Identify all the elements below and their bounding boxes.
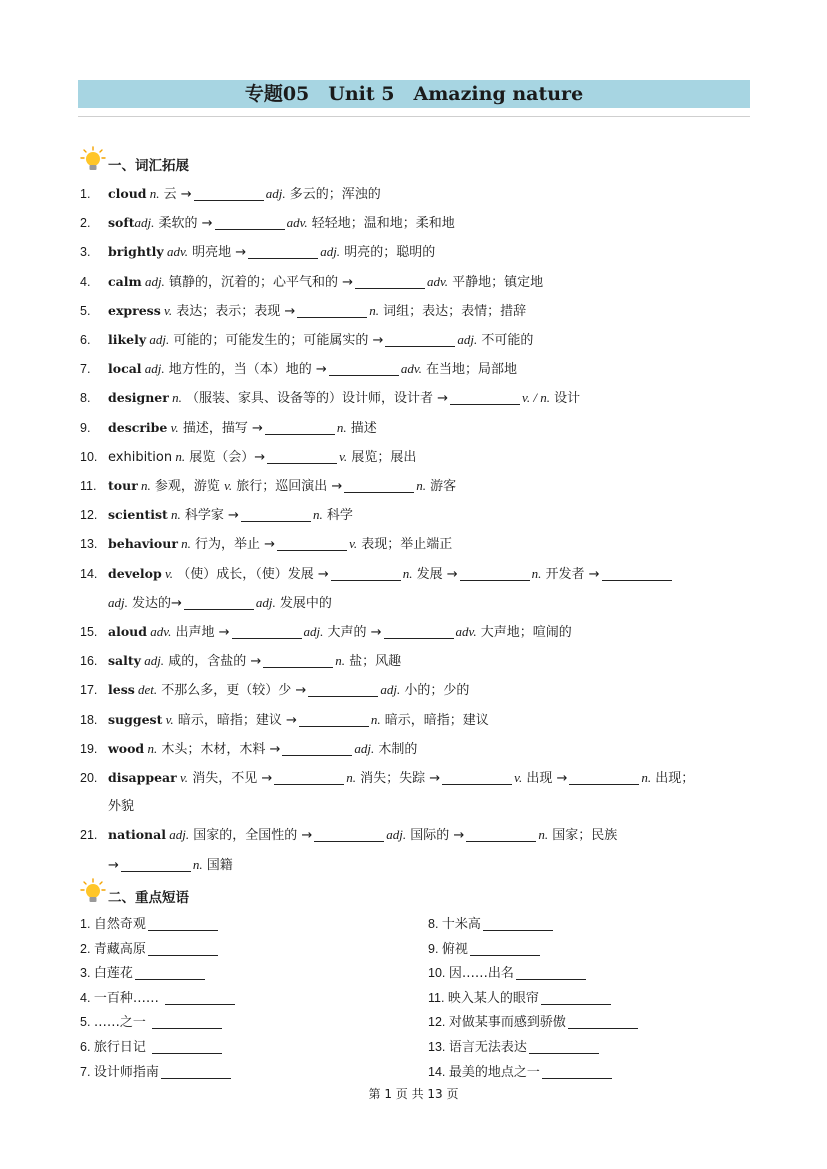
answer-blank[interactable] (135, 965, 205, 980)
phrase-text: 一百种…… (93, 990, 164, 1006)
phrase-item (428, 912, 640, 937)
phrase-number: 3. (80, 966, 94, 981)
part-of-speech: v. / n. (522, 390, 550, 406)
vocab-number: 18. (80, 712, 98, 727)
phrase-text: 自然奇观 (93, 917, 146, 932)
phrase-text: 对做某事而感到骄傲 (448, 1015, 566, 1031)
definition: 发展中的 (275, 595, 332, 611)
vocab-number: 17. (80, 683, 98, 698)
part-of-speech: n. (346, 770, 356, 786)
definition: 展览（会）→ (185, 449, 266, 465)
part-of-speech: n. (402, 565, 413, 581)
vocab-text (108, 560, 752, 618)
part-of-speech: v. (162, 711, 174, 727)
answer-blank[interactable] (152, 1014, 222, 1029)
part-of-speech: n. (531, 565, 542, 581)
answer-blank[interactable] (277, 536, 347, 551)
definition: 展览；展出 (347, 449, 417, 465)
answer-blank[interactable] (184, 595, 254, 610)
definition: 科学 (322, 508, 353, 524)
part-of-speech: v. (167, 419, 179, 435)
phrase-number: 1. (80, 917, 94, 931)
answer-blank[interactable] (232, 624, 302, 639)
definition: exhibition (108, 449, 173, 465)
headword: tour (108, 478, 138, 494)
answer-blank[interactable] (384, 624, 454, 639)
phrase-number: 2. (80, 941, 94, 956)
vocab-item (80, 560, 752, 618)
vocab-item (80, 384, 752, 413)
phrase-number: 5. (80, 1015, 94, 1030)
phrase-number: 4. (80, 990, 94, 1005)
vocab-number: 6. (80, 333, 91, 348)
vocab-number: 8. (80, 391, 91, 406)
vocab-item (80, 297, 752, 326)
part-of-speech: n. (641, 770, 652, 786)
vocab-list (80, 180, 752, 880)
vocab-number: 3. (80, 245, 91, 260)
definition: 明亮地 → (188, 245, 247, 261)
headword: scientist (108, 507, 168, 523)
answer-blank[interactable] (466, 827, 536, 842)
phrase-item (428, 1060, 640, 1085)
phrase-item (80, 986, 237, 1011)
answer-blank[interactable] (282, 741, 352, 756)
part-of-speech: n. (192, 856, 203, 872)
answer-blank[interactable] (529, 1039, 599, 1054)
definition: 出现 → (522, 771, 568, 787)
answer-blank[interactable] (344, 478, 414, 493)
definition: 国家；民族 (548, 828, 618, 844)
definition: 旅行；巡回演出 → (232, 479, 343, 495)
phrase-text: 青藏高原 (93, 941, 146, 957)
answer-blank[interactable] (450, 390, 520, 405)
phrase-item (428, 1035, 640, 1060)
definition: 出声地 → (171, 625, 230, 641)
vocab-number: 15. (80, 625, 98, 640)
part-of-speech: adv. (400, 361, 422, 377)
part-of-speech: adj. (140, 653, 165, 669)
headword: likely (108, 332, 147, 348)
definition: 地方性的，当（本）地的 → (164, 362, 327, 378)
vocab-number: 19. (80, 741, 98, 756)
section-phrases-heading (80, 878, 189, 906)
part-of-speech: adj. (303, 624, 324, 640)
part-of-speech: n. (144, 740, 158, 756)
phrase-number: 9. (428, 941, 442, 956)
part-of-speech: v. (224, 478, 233, 494)
vocab-number: 7. (80, 362, 91, 377)
phrase-text: 俯视 (441, 941, 468, 957)
vocab-item (80, 268, 752, 297)
definition: 大声的 → (323, 625, 382, 641)
definition: 描述，描写 → (178, 420, 263, 436)
part-of-speech: adv. (455, 624, 477, 640)
vocab-number: 2. (80, 216, 91, 231)
answer-blank[interactable] (602, 566, 672, 581)
headword: describe (108, 419, 168, 435)
answer-blank[interactable] (569, 770, 639, 785)
definition: 暗示，暗指；建议 (380, 712, 489, 728)
answer-blank[interactable] (265, 420, 335, 435)
vocab-text (108, 501, 752, 530)
vocab-item (80, 676, 752, 705)
part-of-speech: n. (312, 507, 323, 523)
definition: 参观，游览 (150, 479, 225, 495)
part-of-speech: det. (134, 682, 158, 698)
vocab-text (108, 268, 752, 297)
vocab-number: 13. (80, 537, 98, 552)
answer-blank[interactable] (274, 770, 344, 785)
vocab-item (80, 530, 752, 559)
headword: cloud (108, 186, 147, 201)
definition: 发达的→ (127, 595, 182, 611)
headword: less (108, 682, 135, 698)
phrase-number: 6. (80, 1039, 94, 1054)
part-of-speech: n. (137, 478, 151, 494)
answer-blank[interactable] (542, 1064, 612, 1079)
definition: 开发者 → (541, 566, 600, 582)
part-of-speech: adj. (134, 215, 155, 231)
definition: 消失，不见 → (188, 771, 273, 787)
phrase-number: 14. (428, 1064, 449, 1079)
definition: （使）成长，（使）发展 → (173, 566, 329, 582)
phrase-number: 11. (428, 990, 448, 1005)
vocab-number: 10. (80, 449, 98, 464)
vocab-number: 21. (80, 828, 98, 843)
definition: （服装、家具、设备等的）设计师，设计者 → (181, 391, 449, 407)
lightbulb-icon (80, 878, 106, 906)
definition: 木制的 (374, 741, 418, 757)
definition: 小的；少的 (400, 683, 470, 699)
title-divider (78, 116, 750, 117)
vocab-text (108, 209, 752, 238)
vocab-text (108, 764, 752, 821)
phrase-list-left (80, 912, 237, 1084)
vocab-number: 9. (80, 420, 91, 435)
definition: 外貌 (108, 799, 135, 815)
vocab-text (108, 735, 752, 764)
headword: designer (108, 390, 169, 406)
part-of-speech: adj. (457, 332, 478, 348)
answer-blank[interactable] (329, 361, 399, 376)
part-of-speech: v. (514, 770, 523, 786)
definition: 不可能的 (477, 333, 534, 349)
phrase-number: 12. (428, 1015, 449, 1030)
section-vocab-heading (80, 146, 189, 174)
vocab-item (80, 326, 752, 355)
vocab-text (108, 676, 752, 705)
vocab-item (80, 209, 752, 238)
answer-blank[interactable] (241, 507, 311, 522)
phrase-text: 十米高 (441, 917, 481, 932)
part-of-speech: adj. (141, 361, 165, 377)
vocab-item (80, 472, 752, 501)
definition: 轻轻地；温和地；柔和地 (307, 216, 455, 232)
answer-blank[interactable] (470, 941, 540, 956)
headword: aloud (108, 624, 148, 640)
answer-blank[interactable] (385, 332, 455, 347)
answer-blank[interactable] (161, 1064, 231, 1079)
definition: 行为，举止 → (190, 537, 276, 553)
vocab-text (108, 326, 752, 355)
vocab-text (108, 443, 752, 472)
headword: disappear (108, 770, 177, 786)
part-of-speech: adj. (320, 244, 341, 260)
part-of-speech: n. (168, 390, 182, 406)
headword: calm (108, 273, 142, 289)
part-of-speech: adv. (426, 273, 449, 289)
part-of-speech: v. (160, 302, 173, 318)
definition: 镇静的，沉着的；心平气和的 → (164, 274, 353, 290)
part-of-speech: adj. (165, 827, 190, 843)
phrase-text: 旅行日记 (93, 1039, 151, 1055)
definition: 咸的，含盐的 → (164, 654, 262, 670)
headword: salty (108, 653, 141, 669)
vocab-text (108, 297, 752, 326)
part-of-speech: adj. (141, 273, 165, 289)
part-of-speech: adj. (386, 827, 407, 843)
phrase-list-right (428, 912, 640, 1084)
answer-blank[interactable] (152, 1039, 222, 1054)
answer-blank[interactable] (121, 857, 191, 872)
vocab-item (80, 501, 752, 530)
part-of-speech: adj. (108, 594, 128, 610)
vocab-number: 20. (80, 771, 98, 786)
vocab-number: 12. (80, 508, 98, 523)
phrase-item (80, 1060, 237, 1085)
definition: 描述 (346, 420, 377, 436)
vocab-number: 11. (80, 479, 97, 494)
phrase-item (80, 912, 237, 937)
vocab-text (108, 238, 752, 267)
part-of-speech: n. (370, 711, 381, 727)
answer-blank[interactable] (215, 215, 285, 230)
definition: 盐；风趣 (344, 654, 402, 670)
vocab-number: 5. (80, 303, 91, 318)
vocab-text (108, 618, 752, 647)
phrase-item (428, 986, 640, 1011)
definition: 发展 → (412, 566, 458, 582)
part-of-speech: v. (161, 565, 174, 581)
definition: 不那么多，更（较）少 → (157, 683, 307, 699)
definition: 表现；举止端正 (357, 537, 453, 553)
definition: 国籍 (202, 857, 233, 873)
part-of-speech: v. (339, 448, 348, 464)
phrase-number: 13. (428, 1039, 449, 1054)
page-title: 专题05 Unit 5 Amazing nature (78, 80, 750, 108)
vocab-item (80, 355, 752, 384)
vocab-item (80, 414, 752, 443)
vocab-text (108, 821, 752, 879)
answer-blank[interactable] (263, 653, 333, 668)
part-of-speech: adj. (265, 186, 286, 201)
definition: 柔软的 → (154, 216, 213, 232)
phrase-item (80, 1035, 237, 1060)
phrase-number: 10. (428, 966, 449, 981)
phrase-item (428, 961, 640, 986)
part-of-speech: adj. (380, 682, 401, 698)
answer-blank[interactable] (516, 965, 586, 980)
answer-blank[interactable] (541, 990, 611, 1005)
definition: 明亮的；聪明的 (340, 245, 436, 261)
phrase-text: 最美的地点之一 (448, 1064, 540, 1080)
phrase-text: ……之一 (93, 1015, 151, 1031)
part-of-speech: adv. (163, 244, 189, 260)
vocab-text (108, 355, 752, 384)
section-title: 一、词汇拓展 (108, 158, 189, 174)
phrase-text: 因……出名 (448, 966, 514, 982)
part-of-speech: n. (167, 507, 181, 523)
answer-blank[interactable] (248, 244, 318, 259)
answer-blank[interactable] (165, 990, 235, 1005)
answer-blank[interactable] (297, 303, 367, 318)
definition: 大声地；喧闹的 (476, 625, 572, 641)
phrase-number: 7. (80, 1064, 94, 1079)
part-of-speech: adj. (146, 332, 170, 348)
definition: 设计 (549, 391, 581, 407)
phrase-text: 映入某人的眼帘 (447, 990, 539, 1006)
phrase-text: 语言无法表达 (448, 1039, 527, 1055)
part-of-speech: n. (146, 186, 160, 201)
vocab-item (80, 764, 752, 821)
phrase-text: 白莲花 (93, 966, 133, 982)
definition: 词组；表达；表情；措辞 (379, 303, 527, 319)
headword: local (108, 361, 142, 377)
vocab-text (108, 472, 752, 501)
definition: 表达；表示；表现 → (172, 303, 296, 319)
vocab-text (108, 414, 752, 443)
definition: 消失；失踪 → (355, 771, 441, 787)
headword: brightly (108, 244, 164, 260)
answer-blank[interactable] (568, 1014, 638, 1029)
part-of-speech: v. (349, 536, 358, 552)
headword: suggest (108, 711, 163, 727)
phrase-item (428, 937, 640, 962)
section-title: 二、重点短语 (108, 890, 189, 906)
vocab-item (80, 821, 752, 879)
vocab-number: 1. (80, 187, 91, 201)
vocab-number: 16. (80, 654, 98, 669)
vocab-number: 14. (80, 566, 98, 581)
headword: behaviour (108, 536, 178, 552)
phrase-item (428, 1010, 640, 1035)
answer-blank[interactable] (442, 770, 512, 785)
vocab-item (80, 706, 752, 735)
answer-blank[interactable] (331, 566, 401, 581)
definition: 云 → (159, 187, 192, 202)
headword: soft (108, 215, 135, 231)
headword: express (108, 302, 161, 318)
answer-blank[interactable] (314, 827, 384, 842)
definition: 木头；木材，木料 → (157, 741, 281, 757)
phrase-item (80, 961, 237, 986)
part-of-speech: adv. (147, 624, 172, 640)
vocab-text (108, 384, 752, 413)
vocab-item (80, 618, 752, 647)
part-of-speech: adj. (255, 594, 276, 610)
lightbulb-icon (80, 146, 106, 174)
definition: 平静地；镇定地 (448, 274, 544, 290)
definition: 可能的；可能发生的；可能属实的 → (169, 333, 384, 349)
headword: develop (108, 565, 162, 581)
answer-blank[interactable] (148, 916, 218, 931)
vocab-number: 4. (80, 274, 91, 289)
definition: 国家的，全国性的 → (189, 828, 313, 844)
part-of-speech: n. (416, 478, 427, 494)
vocab-text (108, 180, 752, 209)
vocab-item (80, 443, 752, 472)
definition: 出现； (651, 771, 695, 787)
definition: 游客 (426, 479, 457, 495)
definition: → (108, 857, 119, 873)
phrase-item (80, 937, 237, 962)
answer-blank[interactable] (299, 712, 369, 727)
vocab-text (108, 706, 752, 735)
part-of-speech: adv. (286, 215, 308, 231)
part-of-speech: n. (336, 419, 347, 435)
phrase-number: 8. (428, 917, 442, 931)
vocab-item (80, 180, 752, 209)
part-of-speech: n. (538, 827, 549, 843)
answer-blank[interactable] (460, 566, 530, 581)
definition: 暗示，暗指；建议 → (173, 712, 297, 728)
answer-blank[interactable] (148, 941, 218, 956)
definition: 国际的 → (406, 828, 465, 844)
answer-blank[interactable] (308, 682, 378, 697)
part-of-speech: adj. (354, 740, 375, 756)
answer-blank[interactable] (267, 449, 337, 464)
vocab-text (108, 647, 752, 676)
phrase-item (80, 1010, 237, 1035)
page-footer: 第 1 页 共 13 页 (368, 1087, 459, 1101)
answer-blank[interactable] (355, 274, 425, 289)
part-of-speech: n. (369, 302, 379, 318)
part-of-speech: n. (172, 448, 186, 464)
headword: wood (108, 740, 145, 756)
vocab-item (80, 735, 752, 764)
answer-blank[interactable] (194, 186, 264, 201)
headword: national (108, 827, 166, 843)
definition: 在当地；局部地 (421, 362, 518, 378)
vocab-item (80, 238, 752, 267)
part-of-speech: v. (176, 770, 189, 786)
part-of-speech: n. (177, 536, 191, 552)
phrase-text: 设计师指南 (93, 1064, 159, 1080)
definition: 科学家 → (180, 508, 239, 524)
vocab-text (108, 530, 752, 559)
part-of-speech: n. (335, 653, 345, 669)
vocab-item (80, 647, 752, 676)
definition: 多云的；浑浊的 (285, 187, 381, 202)
answer-blank[interactable] (483, 916, 553, 931)
